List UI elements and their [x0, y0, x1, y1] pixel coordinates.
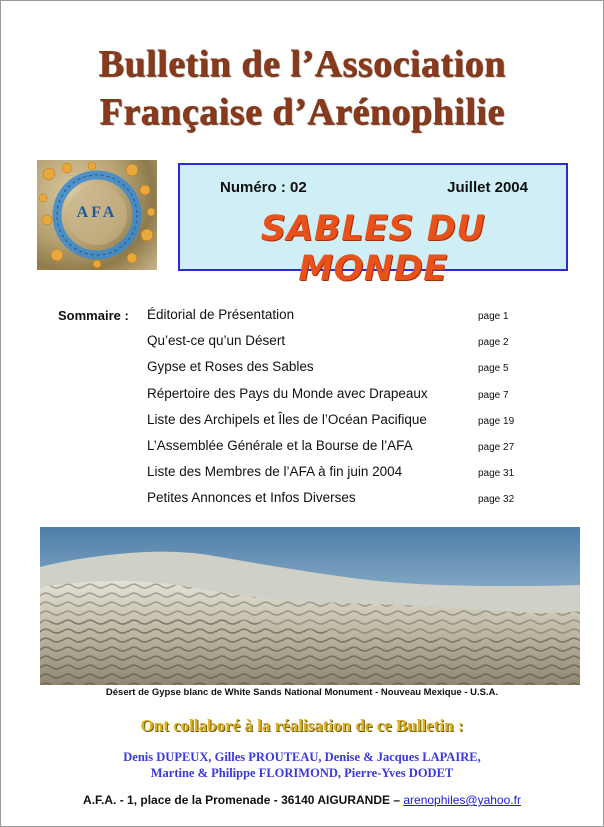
toc-item-page: page 1	[478, 311, 509, 322]
footer-address	[0, 793, 604, 807]
toc-item-page: page 32	[478, 494, 515, 505]
bulletin-title-line1: Bulletin de l’Association	[98, 43, 506, 85]
toc-item-page: page 27	[478, 442, 515, 453]
photo-caption: Désert de Gypse blanc de White Sands National Monument - Nouveau Mexique - U.S.A.	[105, 687, 499, 698]
toc-item-title[interactable]: Éditorial de Présentation	[147, 307, 295, 322]
bulletin-title-line2: Française d’Arénophilie	[99, 91, 505, 133]
footer-address-text: A.F.A. - 1, place de la Promenade - 36140 AIGURANDE –	[83, 793, 404, 807]
credits-names-line2: Martine & Philippe FLORIMOND, Pierre-Yves DODET	[150, 766, 454, 780]
footer-email-link[interactable]: arenophiles@yahoo.fr	[403, 793, 521, 807]
toc-item-page: page 2	[478, 337, 509, 348]
toc-item-title[interactable]: Gypse et Roses des Sables	[147, 359, 314, 374]
issue-number: Numéro : 02	[220, 179, 307, 196]
white-sands-photo	[40, 527, 580, 685]
afa-logo	[37, 160, 157, 270]
credits-names-line1: Denis DUPEUX, Gilles PROUTEAU, Denise & Jacques LAPAIRE,	[123, 750, 481, 764]
issue-box	[178, 163, 568, 289]
toc-item-page: page 31	[478, 468, 515, 479]
credits-heading: Ont collaboré à la réalisation de ce Bulletin :	[140, 716, 464, 735]
afa-logo-center-text: AFA	[76, 204, 118, 221]
issue-date: Juillet 2004	[447, 179, 528, 196]
toc-item-title[interactable]: L’Assemblée Générale et la Bourse de l’AFA	[147, 438, 413, 453]
toc-item-title[interactable]: Liste des Archipels et Îles de l’Océan Pacifique	[147, 412, 427, 427]
toc-item-title[interactable]: Qu’est-ce qu’un Désert	[147, 333, 286, 348]
toc-item-title[interactable]: Répertoire des Pays du Monde avec Drapeaux	[147, 386, 428, 401]
toc-item-title[interactable]: Liste des Membres de l’AFA à fin juin 2004	[147, 464, 403, 479]
toc-item-page: page 5	[478, 363, 509, 374]
toc-item-page: page 19	[478, 416, 515, 427]
desert-dunes-graphic	[40, 527, 580, 685]
toc-item-title[interactable]: Petites Annonces et Infos Diverses	[147, 490, 356, 505]
contents-label: Sommaire :	[58, 308, 129, 323]
issue-title: SABLES DU MONDE	[260, 209, 486, 289]
toc-item-page: page 7	[478, 390, 509, 401]
